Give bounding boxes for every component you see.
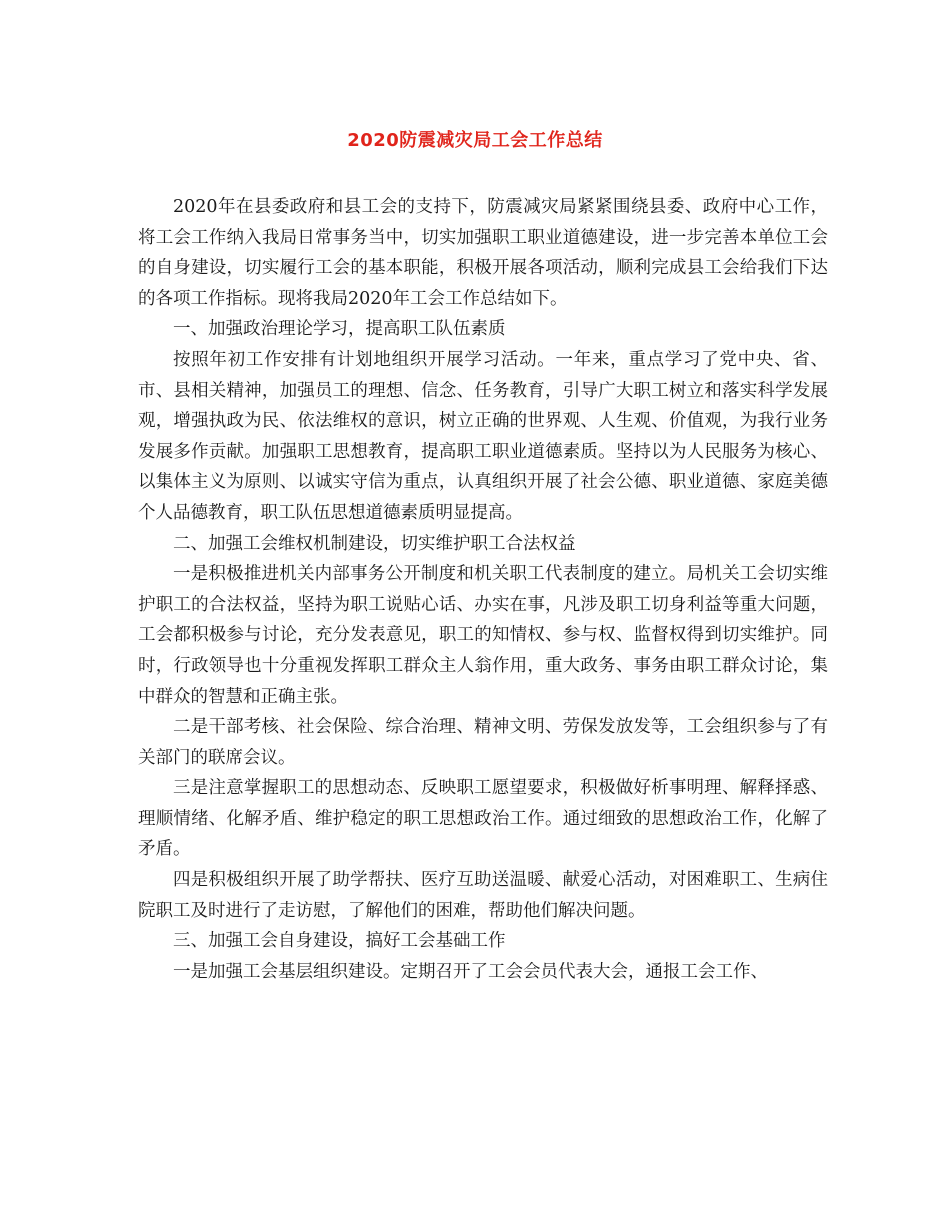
section-heading-1: 一、加强政治理论学习，提高职工队伍素质	[173, 319, 506, 340]
paragraph-item-3: 三是注意掌握职工的思想动态、反映职工愿望要求，积极做好析事明理、解释择惑、理顺情绪、化解矛盾、维护稳定的职工思想政治工作。通过细致的思想政治工作，化解了矛盾。	[138, 778, 828, 860]
paragraph-study: 按照年初工作安排有计划地组织开展学习活动。一年来，重点学习了党中央、省、市、县相关精神，加强员工的理想、信念、任务教育，引导广大职工树立和落实科学发展观，增强执政为民、依法维权的意识，树立正确的世界观、人生观、价值观，为我行业务发展多作贡献。加强职工思想教育，提高职工职业道德素质。坚持以为人民服务为核心、以集体主义为原则、以诚实守信为重点，认真组织开展了社会公德、职业道德、家庭美德个人品德教育，职工队伍思想道德素质明显提高。	[138, 349, 828, 523]
paragraph-item-1: 一是积极推进机关内部事务公开制度和机关职工代表制度的建立。局机关工会切实维护职工的合法权益，坚持为职工说贴心话、办实在事，凡涉及职工切身利益等重大问题，工会都积极参与讨论，充分发表意见，职工的知情权、参与权、监督权得到切实维护。同时，行政领导也十分重视发挥职工群众主人翁作用，重大政务、事务由职工群众讨论，集中群众的智慧和正确主张。	[138, 564, 828, 707]
paragraph-item-2: 二是干部考核、社会保险、综合治理、精神文明、劳保发放发等，工会组织参与了有关部门的联席会议。	[138, 717, 828, 768]
paragraph-organization: 一是加强工会基层组织建设。定期召开了工会会员代表大会，通报工会工作、	[173, 961, 768, 982]
paragraph-intro: 2020年在县委政府和县工会的支持下，防震减灾局紧紧围绕县委、政府中心工作，将工会工作纳入我局日常事务当中，切实加强职工职业道德建设，进一步完善本单位工会的自身建设，切实履行工会的基本职能，积极开展各项活动，顺利完成县工会给我们下达的各项工作指标。现将我局2020年工会工作总结如下。	[138, 197, 828, 309]
document-body	[138, 192, 828, 987]
section-heading-2: 二、加强工会维权机制建设，切实维护职工合法权益	[173, 533, 576, 554]
paragraph-item-4: 四是积极组织开展了助学帮扶、医疗互助送温暖、献爱心活动，对困难职工、生病住院职工及时进行了走访慰，了解他们的困难，帮助他们解决问题。	[138, 870, 828, 921]
document-title: 2020防震减灾局工会工作总结	[347, 130, 603, 151]
section-heading-3: 三、加强工会自身建设，搞好工会基础工作	[173, 931, 506, 952]
